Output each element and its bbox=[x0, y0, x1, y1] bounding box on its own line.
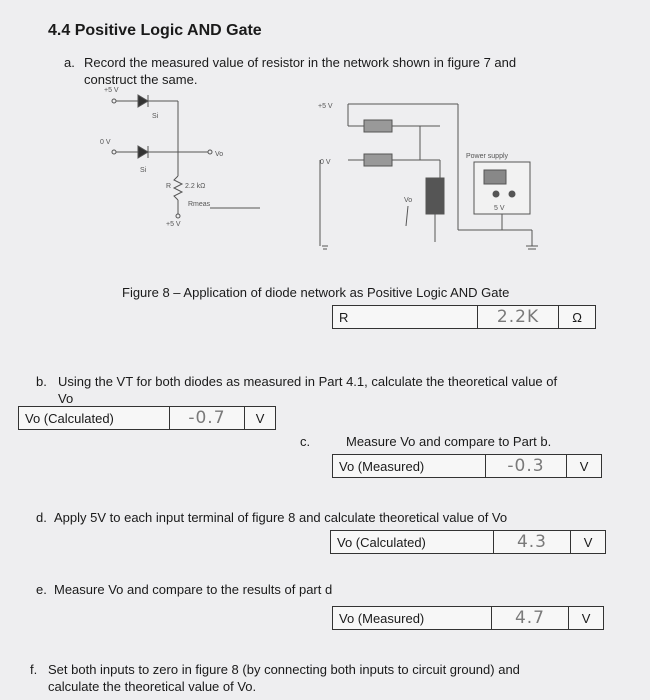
figure-caption: Figure 8 – Application of diode network as Positive Logic AND Gate bbox=[122, 285, 510, 300]
vo-meas-e-label: Vo (Measured) bbox=[333, 607, 492, 629]
circuit-figure bbox=[90, 86, 560, 280]
label-vo: Vo bbox=[215, 151, 224, 158]
vo-meas-e-value: 4.7 bbox=[492, 607, 569, 629]
part-e-text: Measure Vo and compare to the results of part d bbox=[54, 582, 333, 597]
label-si2: Si bbox=[140, 167, 147, 174]
vo-calc-d-label: Vo (Calculated) bbox=[331, 531, 494, 553]
breadboard-diagram bbox=[320, 104, 538, 249]
vo-calc-b-unit: V bbox=[255, 410, 265, 426]
part-b-line2: Vo bbox=[58, 391, 74, 406]
vo-meas-c-table bbox=[332, 454, 602, 478]
vo-calc-d-value: 4.3 bbox=[494, 531, 571, 553]
label-power-supply: Power supply bbox=[466, 153, 509, 160]
part-d-text: Apply 5V to each input terminal of figure 8 and calculate theoretical value of Vo bbox=[54, 510, 508, 525]
part-e-prefix: e. bbox=[36, 582, 47, 597]
vo-meas-c-unit: V bbox=[579, 458, 589, 474]
label-v-bottom: +5 V bbox=[166, 221, 181, 228]
r-table bbox=[332, 305, 596, 329]
vo-calc-b-table bbox=[18, 406, 276, 430]
part-c-prefix: c. bbox=[300, 434, 311, 449]
part-c-text: Measure Vo and compare to Part b. bbox=[346, 434, 552, 449]
label-v-top: +5 V bbox=[104, 87, 119, 94]
part-a-line2: construct the same. bbox=[84, 72, 198, 87]
label-ps-in2: 0 V bbox=[320, 159, 331, 166]
vo-meas-c-value: -0.3 bbox=[486, 455, 567, 477]
vo-meas-e-table bbox=[332, 606, 604, 630]
label-si1: Si bbox=[152, 113, 159, 120]
part-a-line1: Record the measured value of resistor in the network shown in figure 7 and bbox=[84, 55, 517, 70]
part-b-prefix: b. bbox=[36, 374, 47, 389]
vo-calc-d-unit: V bbox=[583, 534, 593, 550]
r-table-value: 2.2K bbox=[478, 306, 559, 328]
part-f-line2: calculate the theoretical value of Vo. bbox=[48, 679, 257, 694]
section-title: 4.4 Positive Logic AND Gate bbox=[48, 22, 262, 39]
label-r: R bbox=[166, 183, 172, 190]
label-rmeas: Rmeas bbox=[188, 201, 211, 208]
vo-calc-d-table bbox=[330, 530, 606, 554]
part-b-line1: Using the VT for both diodes as measured in Part 4.1, calculate the theoretical value of bbox=[58, 374, 558, 389]
label-v-mid: 0 V bbox=[100, 139, 111, 146]
r-table-unit: Ω bbox=[572, 309, 582, 325]
vo-calc-b-value: -0.7 bbox=[170, 407, 245, 429]
vo-meas-c-label: Vo (Measured) bbox=[333, 455, 486, 477]
r-table-label: R bbox=[333, 306, 478, 328]
part-a-prefix: a. bbox=[64, 55, 75, 70]
part-d-prefix: d. bbox=[36, 510, 47, 525]
part-f-prefix: f. bbox=[30, 662, 38, 677]
label-ps-v: 5 V bbox=[494, 205, 505, 212]
label-resistor: 2.2 kΩ bbox=[185, 183, 206, 190]
vo-calc-b-label: Vo (Calculated) bbox=[19, 407, 170, 429]
schematic-diagram bbox=[112, 95, 260, 218]
label-vo-bb: Vo bbox=[404, 197, 413, 204]
vo-meas-e-unit: V bbox=[581, 610, 591, 626]
part-f-line1: Set both inputs to zero in figure 8 (by connecting both inputs to circuit ground) and bbox=[48, 662, 520, 677]
label-ps-in1: +5 V bbox=[318, 103, 333, 110]
